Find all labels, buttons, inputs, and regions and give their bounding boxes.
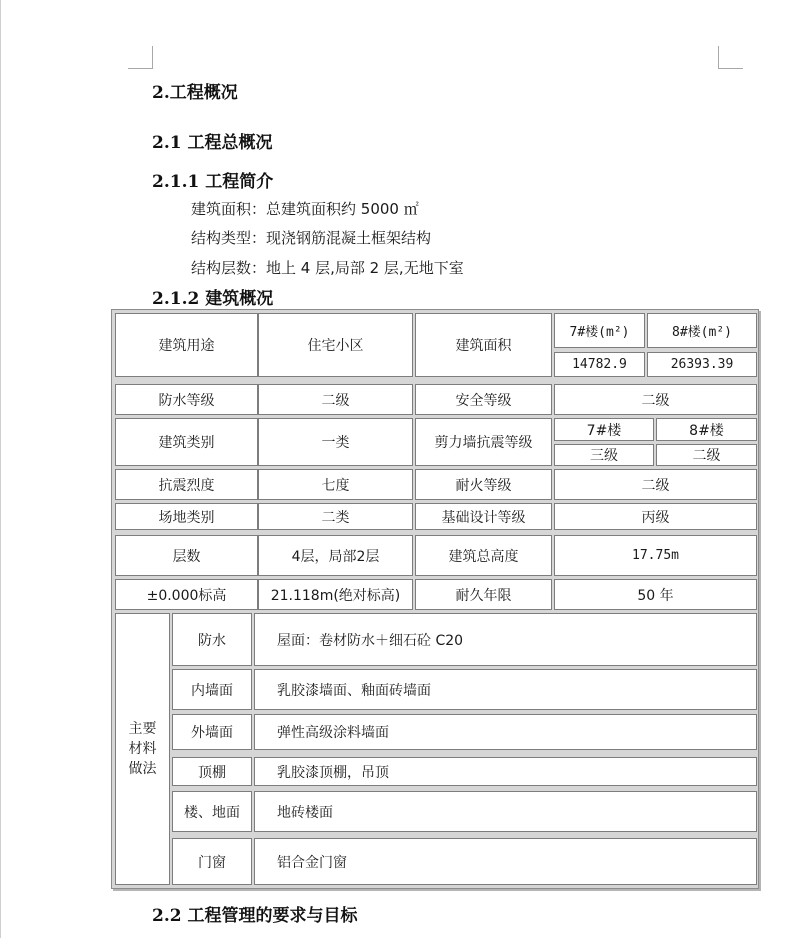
cell-material-desc: 弹性高级涂料墙面 [254,714,757,750]
intro-floors: 结构层数：地上 4 层,局部 2 层,无地下室 [191,259,464,277]
cell-waterproof-value: 二级 [258,384,413,415]
cell-material-item: 外墙面 [172,714,252,750]
intro-structure: 结构类型：现浇钢筋混凝土框架结构 [191,229,432,247]
intro-area: 建筑面积：总建筑面积约 5000 ㎡ [191,200,419,218]
cell-material-item: 顶棚 [172,757,252,786]
cell-seismic-label: 抗震烈度 [115,469,258,500]
cell-b7-area: 14782.9 [554,352,645,377]
cell-material-item: 门窗 [172,838,252,885]
cell-b7-grade: 三级 [554,444,654,466]
cell-use-label: 建筑用途 [115,313,258,377]
crop-mark-top-left [128,46,153,69]
cell-materials-label: 主要材料做法 [115,613,170,885]
cell-fire-value: 二级 [554,469,757,500]
cell-b7: 7#楼 [554,418,654,441]
heading-2-1-1: 2.1.1 工程简介 [152,172,274,192]
cell-use-value: 住宅小区 [258,313,413,377]
cell-material-item: 楼、地面 [172,791,252,832]
cell-material-item: 防水 [172,613,252,666]
cell-life-value: 50 年 [554,579,757,610]
crop-mark-top-right [718,46,743,69]
cell-height-label: 建筑总高度 [415,535,552,576]
heading-2: 2.工程概况 [152,83,238,103]
cell-material-desc: 铝合金门窗 [254,838,757,885]
cell-foundation-value: 丙级 [554,503,757,530]
cell-height-value: 17.75m [554,535,757,576]
cell-fire-label: 耐火等级 [415,469,552,500]
building-overview-table [111,309,759,889]
cell-life-label: 耐久年限 [415,579,552,610]
cell-storeys-value: 4层，局部2层 [258,535,413,576]
cell-area-label: 建筑面积 [415,313,552,377]
cell-safety-label: 安全等级 [415,384,552,415]
cell-material-desc: 乳胶漆顶棚，吊顶 [254,757,757,786]
cell-b8-area: 26393.39 [647,352,757,377]
cell-storeys-label: 层数 [115,535,258,576]
cell-category-value: 一类 [258,418,413,466]
cell-site-label: 场地类别 [115,503,258,530]
cell-safety-value: 二级 [554,384,757,415]
cell-material-desc: 乳胶漆墙面、釉面砖墙面 [254,669,757,710]
cell-elev-value: 21.118m(绝对标高) [258,579,413,610]
cell-site-value: 二类 [258,503,413,530]
heading-2-1-2: 2.1.2 建筑概况 [152,289,274,309]
cell-waterproof-label: 防水等级 [115,384,258,415]
cell-shearwall-label: 剪力墙抗震等级 [415,418,552,466]
cell-b8-grade: 二级 [656,444,757,466]
cell-material-item: 内墙面 [172,669,252,710]
cell-seismic-value: 七度 [258,469,413,500]
cell-b8-area-label: 8#楼(m²) [647,313,757,348]
cell-b7-area-label: 7#楼(m²) [554,313,645,348]
page-edge [0,0,1,938]
cell-b8: 8#楼 [656,418,757,441]
heading-2-1: 2.1 工程总概况 [152,133,273,153]
cell-foundation-label: 基础设计等级 [415,503,552,530]
cell-material-desc: 屋面：卷材防水＋细石砼 C20 [254,613,757,666]
cell-material-desc: 地砖楼面 [254,791,757,832]
cell-category-label: 建筑类别 [115,418,258,466]
heading-2-2: 2.2 工程管理的要求与目标 [152,906,358,926]
cell-elev-label: ±0.000标高 [115,579,258,610]
